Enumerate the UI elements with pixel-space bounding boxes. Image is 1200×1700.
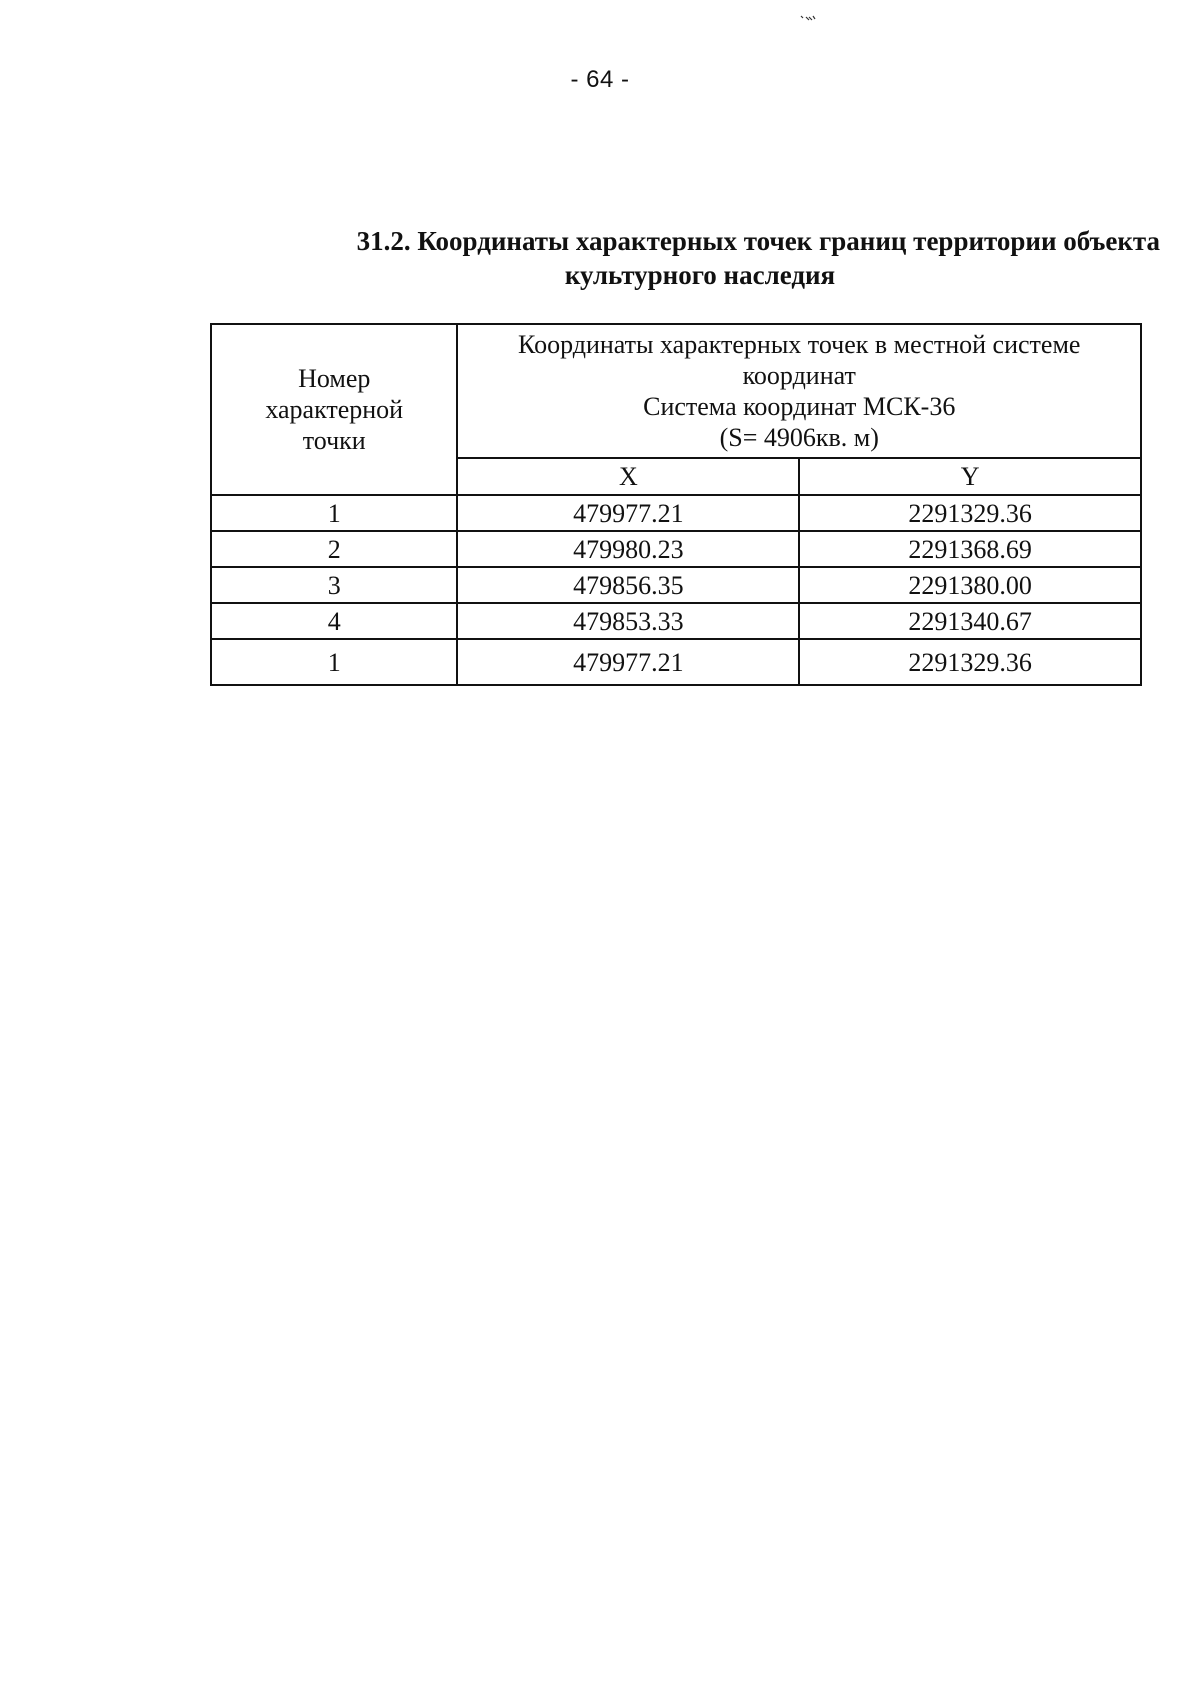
cell-y: 2291329.36 [799, 495, 1141, 531]
cell-x: 479856.35 [457, 567, 799, 603]
section-title [240, 224, 1160, 292]
scan-artifact-mark [800, 14, 816, 22]
cell-point: 4 [211, 603, 457, 639]
cell-point: 2 [211, 531, 457, 567]
cell-y: 2291380.00 [799, 567, 1141, 603]
cell-x: 479980.23 [457, 531, 799, 567]
header-y: Y [799, 458, 1141, 495]
header-coordinates-line: координат [742, 361, 856, 390]
cell-x: 479977.21 [457, 495, 799, 531]
header-point-line: точки [302, 426, 366, 455]
section-title-line-1: 31.2. Координаты характерных точек границ территории объекта [356, 226, 1160, 256]
cell-point: 3 [211, 567, 457, 603]
cell-x: 479977.21 [457, 639, 799, 685]
header-point-line: характерной [265, 395, 404, 424]
cell-y: 2291368.69 [799, 531, 1141, 567]
header-coordinates-line: Система координат МСК-36 [643, 392, 956, 421]
cell-y: 2291340.67 [799, 603, 1141, 639]
cell-y: 2291329.36 [799, 639, 1141, 685]
table-row [211, 603, 1141, 639]
section-title-line-2: культурного наследия [564, 260, 836, 290]
header-point-number [211, 324, 457, 495]
header-coordinates-line: (S= 4906кв. м) [719, 423, 879, 452]
table-row [211, 639, 1141, 685]
cell-point: 1 [211, 495, 457, 531]
cell-x: 479853.33 [457, 603, 799, 639]
header-coordinates-line: Координаты характерных точек в местной системе [518, 330, 1081, 359]
header-point-line: Номер [298, 364, 371, 393]
header-x: X [457, 458, 799, 495]
header-coordinates [457, 324, 1141, 458]
coordinates-table [210, 323, 1142, 686]
cell-point: 1 [211, 639, 457, 685]
table-row [211, 495, 1141, 531]
table-row [211, 567, 1141, 603]
page-number: - 64 - [570, 66, 630, 93]
table-row [211, 531, 1141, 567]
